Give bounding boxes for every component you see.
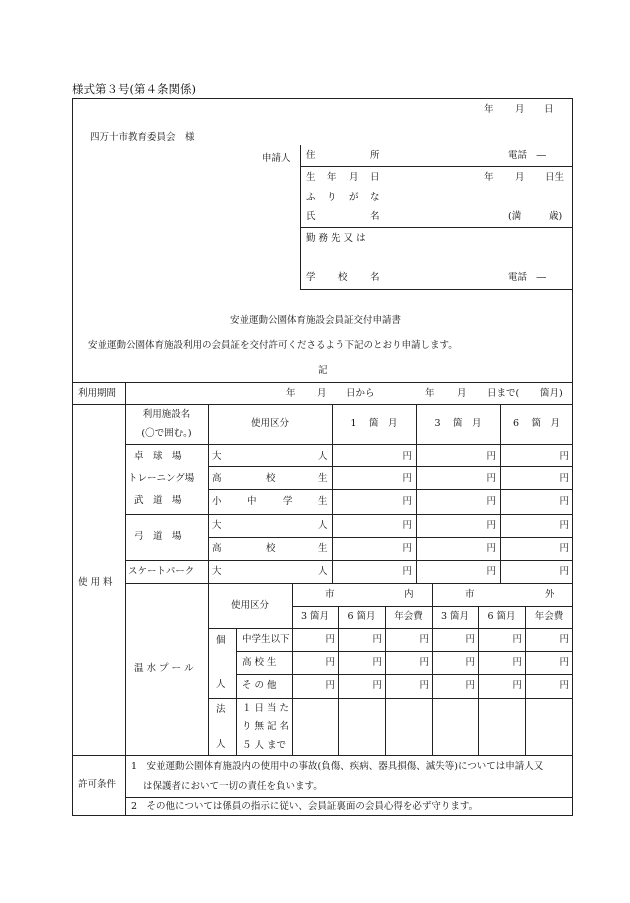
pool-yen-cell: 円	[372, 680, 382, 691]
divider-line	[125, 560, 573, 561]
one-month-header: 1 箇 月	[350, 418, 398, 429]
yen-cell: 円	[402, 520, 412, 531]
pool-yen-cell: 円	[325, 657, 335, 668]
pool-yen-cell: 円	[465, 657, 475, 668]
intro-text: 安並運動公園体育施設利用の会員証を交付許可くださるよう下記のとおり申請します。	[88, 340, 458, 351]
yen-cell: 円	[486, 543, 496, 554]
divider-line	[208, 404, 209, 583]
pool-col-2: 6 箇月	[347, 611, 376, 622]
phone-label: 電話 ―	[508, 150, 547, 161]
city-in-b: 内	[404, 589, 414, 600]
pool-yen-cell: 円	[559, 680, 569, 691]
period-year-1: 年	[286, 388, 296, 399]
divider-line	[125, 382, 126, 816]
period-month-2: 月	[457, 388, 467, 399]
pool-yen-cell: 円	[559, 657, 569, 668]
facility-table-tennis: 卓 球 場	[134, 451, 182, 462]
pool-yen-cell: 円	[559, 634, 569, 645]
pool-yen-cell: 円	[325, 634, 335, 645]
city-out-b: 外	[545, 589, 555, 600]
divider-line	[208, 698, 573, 699]
divider-line	[332, 404, 333, 583]
condition-line-1: 1 安並運動公園体育施設内の使用中の事故(負傷、疾病、器具損傷、滅失等)については申請人又	[131, 761, 544, 772]
school-label-3: 名	[370, 272, 380, 283]
yen-cell: 円	[486, 451, 496, 462]
pool-yen-cell: 円	[372, 657, 382, 668]
divider-line	[300, 289, 573, 290]
yen-cell: 円	[402, 473, 412, 484]
document-title: 安並運動公園体育施設会員証交付申請書	[230, 315, 402, 326]
period-months: 箇月)	[540, 388, 563, 399]
yen-cell: 円	[559, 520, 569, 531]
divider-line	[236, 628, 237, 755]
yen-cell: 円	[559, 473, 569, 484]
cat-high-2c: 生	[318, 543, 328, 554]
furigana-2: り	[327, 192, 337, 203]
three-month-header: 3 箇 月	[434, 418, 482, 429]
conditions-label: 許可条件	[78, 779, 117, 790]
workplace-label: 勤 務 先 又 は	[306, 233, 366, 244]
divider-line	[236, 674, 573, 675]
furigana-4: な	[370, 192, 380, 203]
pool-category-header: 使用区分	[230, 600, 269, 611]
school-phone-label: 電話 ―	[508, 272, 547, 283]
category-header: 使用区分	[250, 418, 289, 429]
birth-label-2: 年	[327, 172, 337, 183]
yen-cell: 円	[402, 496, 412, 507]
yen-cell: 円	[486, 566, 496, 577]
facility-skate: スケートパーク	[128, 566, 195, 577]
divider-line	[300, 166, 573, 167]
pool-yen-cell: 円	[512, 634, 522, 645]
yen-cell: 円	[402, 543, 412, 554]
cat-high-2b: 校	[266, 543, 276, 554]
address-label-2: 所	[370, 150, 380, 161]
period-label: 利用期間	[78, 388, 117, 399]
facility-training: トレーニング場	[128, 473, 195, 484]
pool-row-junior: 中学生以下	[242, 634, 290, 645]
period-to: 日まで(	[487, 388, 520, 399]
facility-header-note: (〇で囲む。)	[141, 428, 192, 439]
name-label-1: 氏	[306, 211, 316, 222]
divider-line	[208, 489, 573, 490]
condition-line-2: は保護者において一切の責任を負います。	[143, 781, 323, 792]
school-label-1: 学	[306, 272, 316, 283]
condition-line-3: 2 その他については係員の指示に従い、会員証裏面の会員心得を必ず守ります。	[131, 801, 479, 812]
applicant-label: 申請人	[262, 153, 291, 164]
corporate-label-a: 法	[216, 704, 226, 715]
cat-elem-d: 生	[318, 496, 328, 507]
cat-high-2a: 高	[212, 543, 222, 554]
divider-line	[208, 628, 573, 629]
divider-line	[125, 583, 573, 584]
yen-cell: 円	[402, 566, 412, 577]
corporate-label-b: 人	[216, 739, 226, 750]
date-day: 日	[544, 104, 554, 115]
fee-label: 使 用 料	[78, 577, 113, 588]
furigana-1: ふ	[306, 192, 316, 203]
pool-col-5: 6 箇月	[487, 611, 516, 622]
yen-cell: 円	[402, 451, 412, 462]
cat-high-1b: 校	[266, 473, 276, 484]
date-month: 月	[515, 104, 525, 115]
city-out-a: 市	[465, 589, 475, 600]
divider-line	[72, 404, 573, 405]
cat-adult-3a: 大	[212, 566, 222, 577]
period-year-2: 年	[425, 388, 435, 399]
corp-note-2: り 無 記 名	[242, 721, 290, 732]
pool-yen-cell: 円	[419, 634, 429, 645]
pool-col-4: 3 箇月	[440, 611, 470, 622]
facility-budo: 武 道 場	[134, 495, 182, 506]
individual-label-a: 個	[216, 635, 226, 646]
pool-yen-cell: 円	[325, 680, 335, 691]
pool-yen-cell: 円	[512, 657, 522, 668]
cat-adult-2b: 人	[318, 520, 328, 531]
divider-line	[125, 444, 573, 445]
divider-line	[300, 227, 573, 228]
divider-line	[300, 145, 301, 289]
yen-cell: 円	[559, 566, 569, 577]
divider-line	[72, 382, 573, 383]
cat-adult-3b: 人	[318, 566, 328, 577]
divider-line	[72, 755, 573, 756]
divider-line	[208, 537, 573, 538]
pool-yen-cell: 円	[465, 680, 475, 691]
address-label: 住	[306, 150, 316, 161]
city-in-a: 市	[325, 589, 335, 600]
birth-label-3: 月	[349, 172, 359, 183]
cat-high-1c: 生	[318, 473, 328, 484]
name-label-2: 名	[370, 211, 380, 222]
pool-yen-cell: 円	[512, 680, 522, 691]
corp-note-1: １ 日 当 た	[242, 703, 290, 714]
birth-label-1: 生	[306, 172, 316, 183]
divider-line	[125, 797, 573, 798]
divider-line	[292, 606, 573, 607]
pool-yen-cell: 円	[419, 680, 429, 691]
yen-cell: 円	[559, 451, 569, 462]
pool-col-3: 年会費	[394, 611, 423, 622]
divider-line	[292, 583, 293, 755]
cat-elem-b: 中	[247, 496, 257, 507]
birth-day: 日生	[545, 172, 565, 183]
birth-label-4: 日	[370, 172, 380, 183]
facility-pool: 温 水 プ ー ル	[134, 663, 194, 674]
birth-year: 年	[484, 172, 494, 183]
divider-line	[416, 404, 417, 583]
pool-yen-cell: 円	[372, 634, 382, 645]
form-number-label: 様式第３号(第４条関係)	[72, 82, 196, 96]
cat-adult-1a: 大	[212, 451, 222, 462]
corp-note-3: ５ 人 まで	[242, 740, 287, 751]
birth-month: 月	[515, 172, 525, 183]
age-close: 歳)	[549, 211, 563, 222]
yen-cell: 円	[559, 543, 569, 554]
ki-label: 記	[318, 365, 328, 376]
facility-kyudo: 弓 道 場	[134, 531, 182, 542]
yen-cell: 円	[486, 520, 496, 531]
divider-line	[208, 466, 573, 467]
cat-adult-2a: 大	[212, 520, 222, 531]
six-month-header: 6 箇 月	[512, 418, 561, 429]
cat-adult-1b: 人	[318, 451, 328, 462]
cat-elem-a: 小	[212, 496, 222, 507]
divider-line	[500, 404, 501, 583]
divider-line	[125, 514, 573, 515]
age-open: (満	[508, 211, 522, 222]
yen-cell: 円	[486, 496, 496, 507]
cat-high-1a: 高	[212, 473, 222, 484]
divider-line	[236, 651, 573, 652]
yen-cell: 円	[486, 473, 496, 484]
pool-yen-cell: 円	[419, 657, 429, 668]
date-year: 年	[484, 104, 494, 115]
yen-cell: 円	[559, 496, 569, 507]
school-label-2: 校	[338, 272, 348, 283]
furigana-3: が	[349, 192, 359, 203]
cat-elem-c: 学	[283, 496, 293, 507]
divider-line	[432, 583, 433, 755]
period-from: 日から	[346, 388, 375, 399]
addressee: 四万十市教育委員会 様	[90, 132, 195, 143]
pool-row-other: そ の 他	[242, 680, 277, 691]
pool-yen-cell: 円	[465, 634, 475, 645]
pool-col-1: 3 箇月	[300, 611, 330, 622]
individual-label-b: 人	[216, 679, 226, 690]
pool-col-6: 年会費	[534, 611, 564, 622]
facility-header: 利用施設名	[142, 409, 191, 420]
period-month-1: 月	[317, 388, 327, 399]
pool-row-high: 高 校 生	[242, 657, 277, 668]
